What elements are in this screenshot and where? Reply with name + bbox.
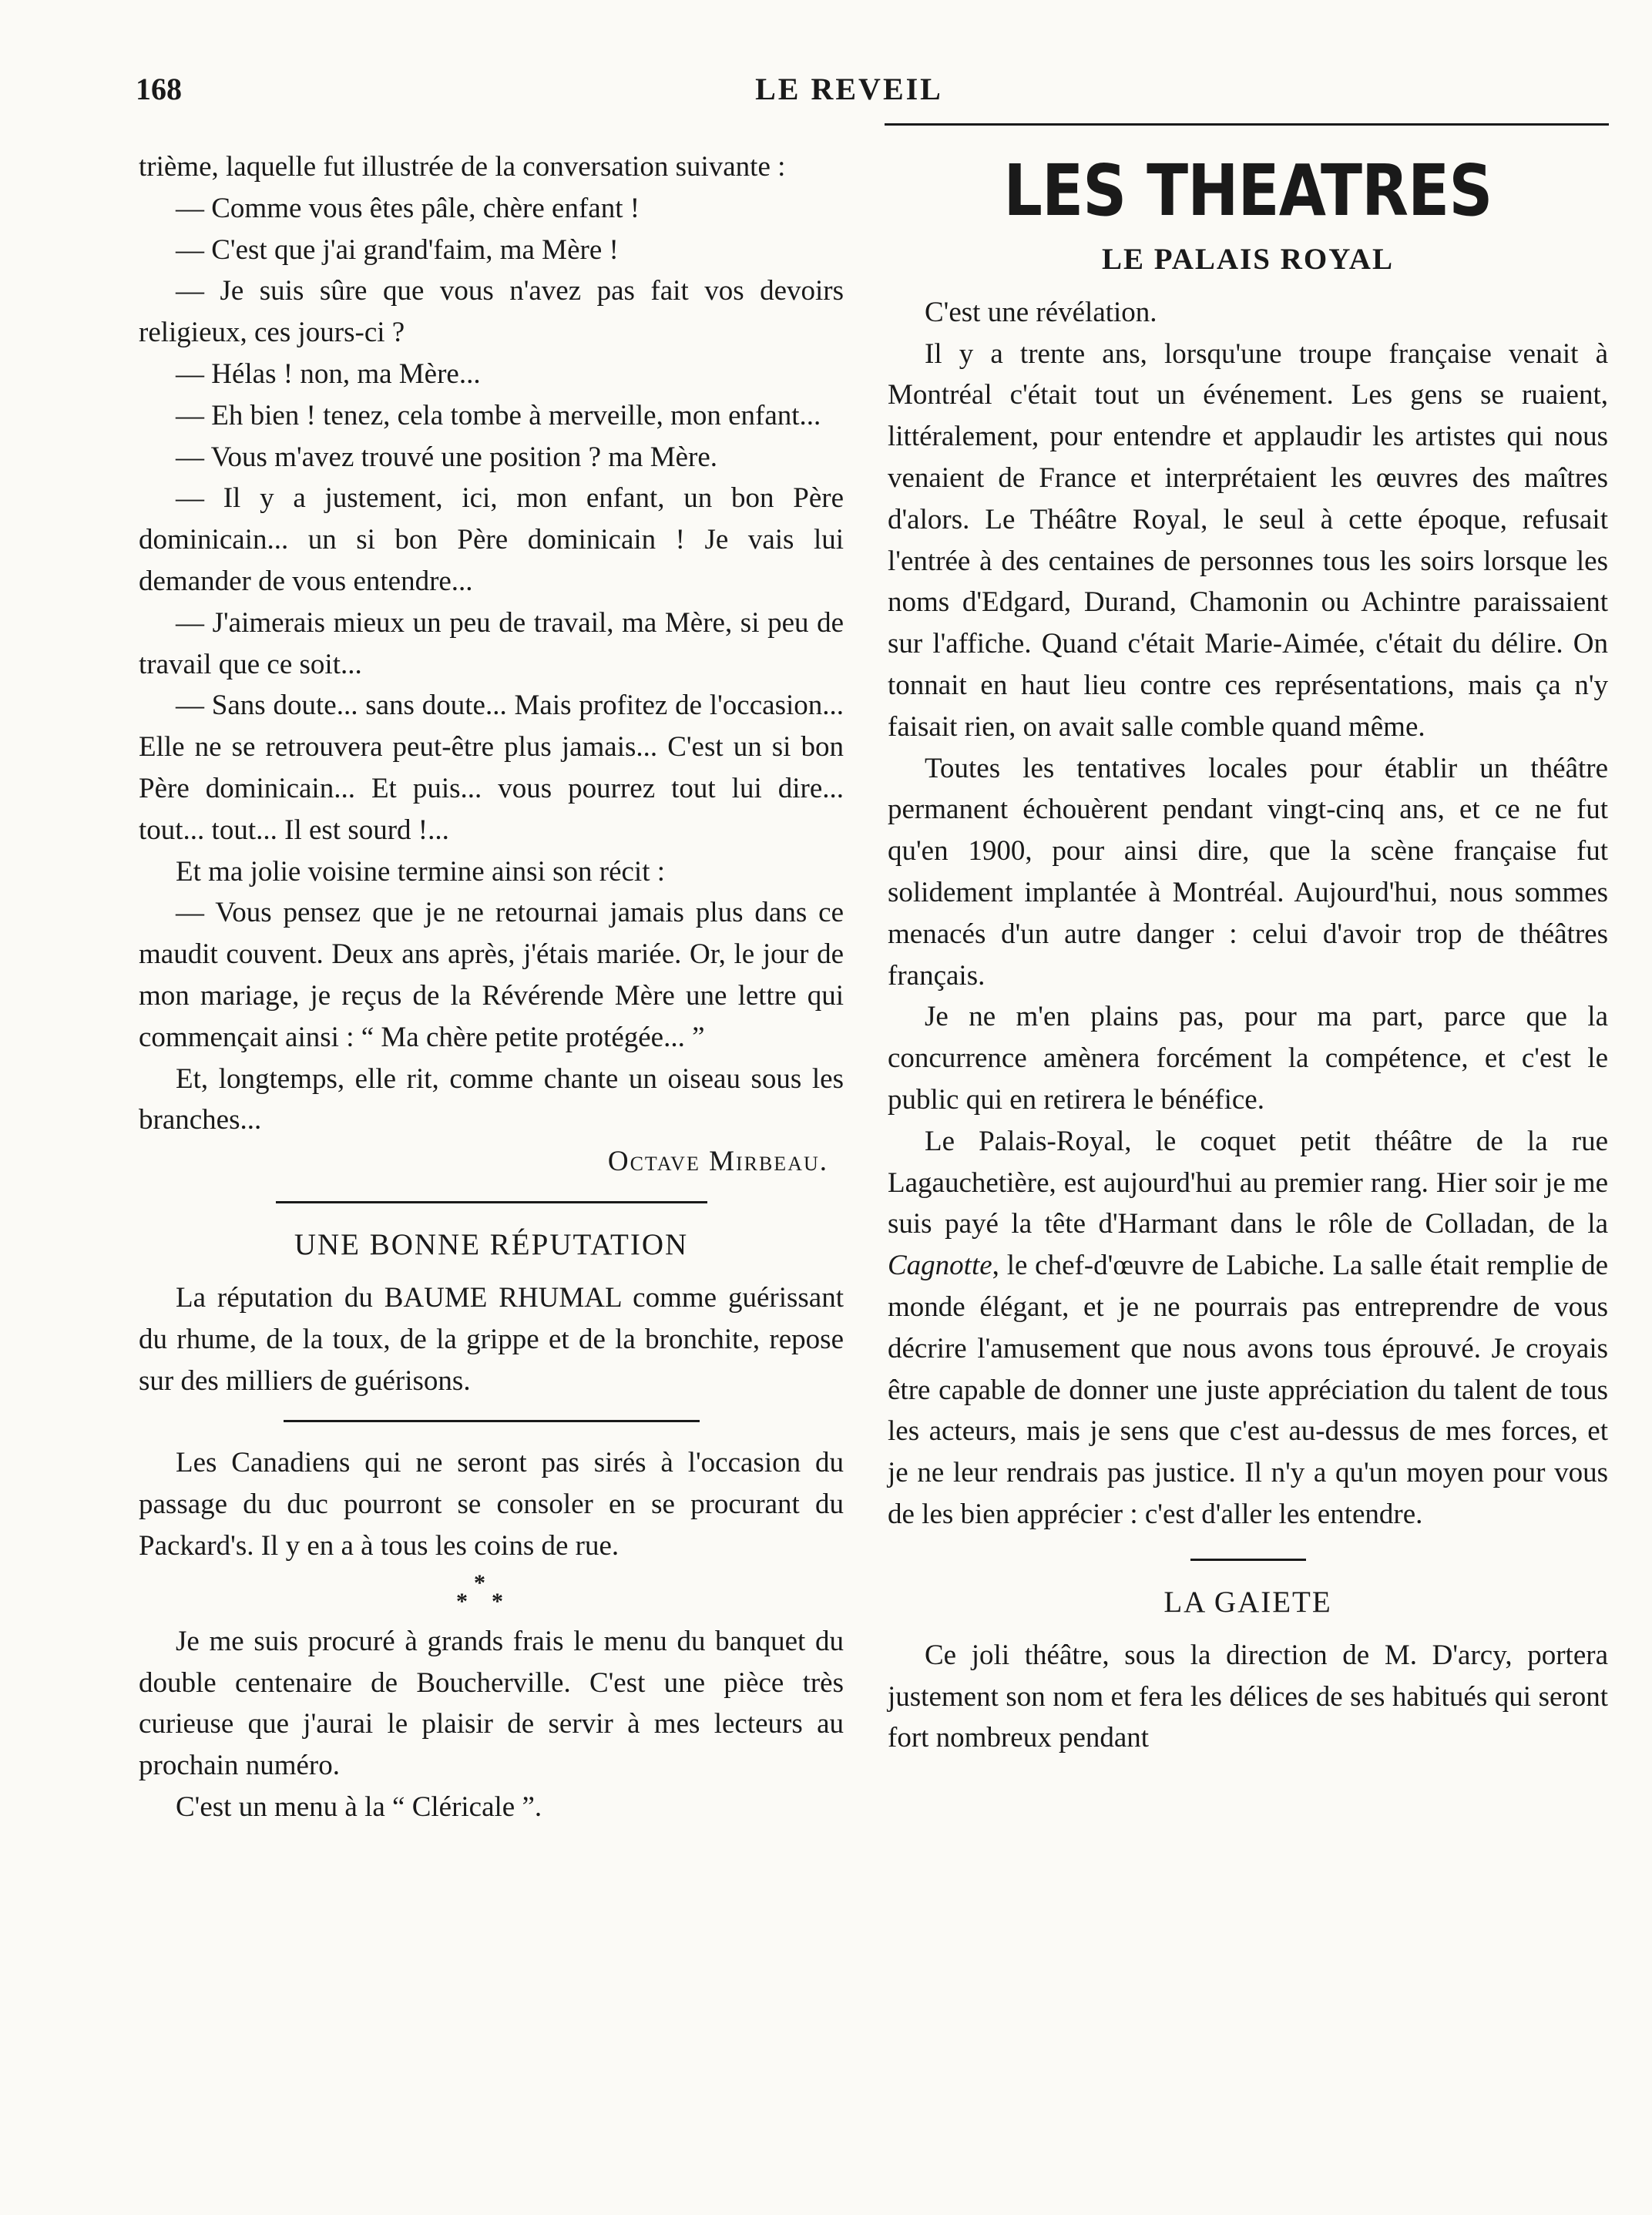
page-number: 168	[136, 72, 182, 106]
paragraph: C'est un menu à la “ Cléricale ”.	[176, 1790, 542, 1823]
header-rule	[885, 123, 1609, 126]
section-title: UNE BONNE RÉPUTATION	[294, 1227, 689, 1261]
left-column	[139, 146, 844, 1828]
paragraph: Et ma jolie voisine termine ainsi son récit :	[176, 855, 666, 888]
right-column	[888, 150, 1608, 1759]
dialogue-line: — Hélas ! non, ma Mère...	[176, 357, 481, 390]
dialogue-line: — Vous m'avez trouvé une position ? ma Mère.	[176, 441, 718, 473]
asterism	[139, 1567, 844, 1621]
asterism-star: *	[474, 1569, 485, 1596]
dialogue-line: — Il y a justement, ici, mon enfant, un bon Père dominicain... un si bon Père dominicain ! Je vais lui demander de vous entendre...	[139, 482, 844, 597]
paragraph: C'est une révélation.	[925, 296, 1157, 328]
dialogue-line: — Je suis sûre que vous n'avez pas fait vos devoirs religieux, ces jours-ci ?	[139, 275, 844, 349]
play-title: Cagnotte	[888, 1250, 992, 1282]
text-run: Le Palais-Royal, le coquet petit théâtre de la rue Lagauchetière, est aujourd'hui au premier rang. Hier soir je me suis payé la tête d'Harmant dans le rôle de Colladan, de la	[888, 1125, 1608, 1240]
paragraph: Il y a trente ans, lorsqu'une troupe française venait à Montréal c'était tout un événement. Les gens se ruaient, littéralement, pour entendre et applaudir les artistes qui nous venaient de France et interprétaient les œuvres des maîtres d'alors. Le Théâtre Royal, le seul à cette époque, refusait l'entrée à des centaines de personnes tous les soirs lorsque les noms d'Edgard, Durand, Chamonin ou Achintre paraissaient sur l'affiche. Quand c'était Marie-Aimée, c'était du délire. On tonnait en haut lieu contre ces représentations, mais ça n'y faisait rien, on avait salle comble quand même.	[888, 337, 1608, 743]
dialogue-line: — Sans doute... sans doute... Mais profitez de l'occasion... Elle ne se retrouvera peut-être plus jamais... C'est un si bon Père dominicain... Et puis... vous pourrez tout lui dire... tout... tout... Il est sourd !...	[139, 690, 844, 846]
asterism-star: *	[456, 1588, 468, 1614]
dialogue-line: — Vous pensez que je ne retournai jamais plus dans ce maudit couvent. Deux ans après, j'étais mariée. Or, le jour de mon mariage, je reçus de la Révérende Mère une lettre qui commençait ainsi : “ Ma chère petite protégée... ”	[139, 897, 844, 1053]
paragraph: Et, longtemps, elle rit, comme chante un oiseau sous les branches...	[139, 1062, 844, 1136]
section-title: LA GAIETE	[1163, 1585, 1332, 1619]
author-signature: Octave Mirbeau.	[607, 1146, 828, 1178]
paragraph: Les Canadiens qui ne seront pas sirés à l'occasion du passage du duc pourront se consoler en se procurant du Packard's. Il y en a à tous les coins de rue.	[139, 1447, 844, 1562]
paragraph: trième, laquelle fut illustrée de la conversation suivante :	[139, 151, 786, 183]
section-divider	[1190, 1559, 1306, 1561]
asterism-star: *	[492, 1588, 503, 1614]
running-head: LE REVEIL	[755, 72, 943, 106]
section-divider	[284, 1420, 700, 1422]
dialogue-line: — C'est que j'ai grand'faim, ma Mère !	[176, 233, 619, 266]
paragraph: Ce joli théâtre, sous la direction de M. D'arcy, portera justement son nom et fera les délices de ses habitués qui seront fort nombreux pendant	[888, 1639, 1608, 1754]
paragraph: Toutes les tentatives locales pour établir un théâtre permanent échouèrent pendant vingt-cinq ans, et ce ne fut qu'en 1900, pour ainsi dire, que la scène française fut solidement implantée à Montréal. Aujourd'hui, nous sommes menacés d'un autre danger : celui d'avoir trop de théâtres français.	[888, 752, 1608, 992]
paragraph	[888, 1121, 1608, 1535]
dialogue-line: — Comme vous êtes pâle, chère enfant !	[176, 192, 640, 224]
article-title: LES THEATRES	[1003, 149, 1493, 232]
text-run: , le chef-d'œuvre de Labiche. La salle était remplie de monde élégant, et je ne pourrais pas entreprendre de vous décrire l'amusement que nous avons tous éprouvé. Je croyais être capable de donner une juste appréciation du talent de tous les acteurs, mais je sens que c'est au-dessus de mes forces, et je ne leur rendrais pas justice. Il n'y a qu'un moyen pour vous de les bien apprécier : c'est d'aller les entendre.	[888, 1250, 1608, 1530]
paragraph: Je me suis procuré à grands frais le menu du banquet du double centenaire de Boucherville. C'est une pièce très curieuse que j'aurai le plaisir de servir à mes lecteurs au prochain numéro.	[139, 1625, 844, 1782]
section-divider	[276, 1201, 707, 1203]
paragraph: La réputation du BAUME RHUMAL comme guérissant du rhume, de la toux, de la grippe et de la bronchite, repose sur des milliers de guérisons.	[139, 1281, 844, 1397]
dialogue-line: — Eh bien ! tenez, cela tombe à merveille, mon enfant...	[176, 399, 821, 431]
paragraph: Je ne m'en plains pas, pour ma part, parce que la concurrence amènera forcément la compétence, et c'est le public qui en retirera le bénéfice.	[888, 1001, 1608, 1116]
dialogue-line: — J'aimerais mieux un peu de travail, ma Mère, si peu de travail que ce soit...	[139, 606, 844, 680]
article-subtitle: LE PALAIS ROYAL	[1102, 242, 1394, 276]
